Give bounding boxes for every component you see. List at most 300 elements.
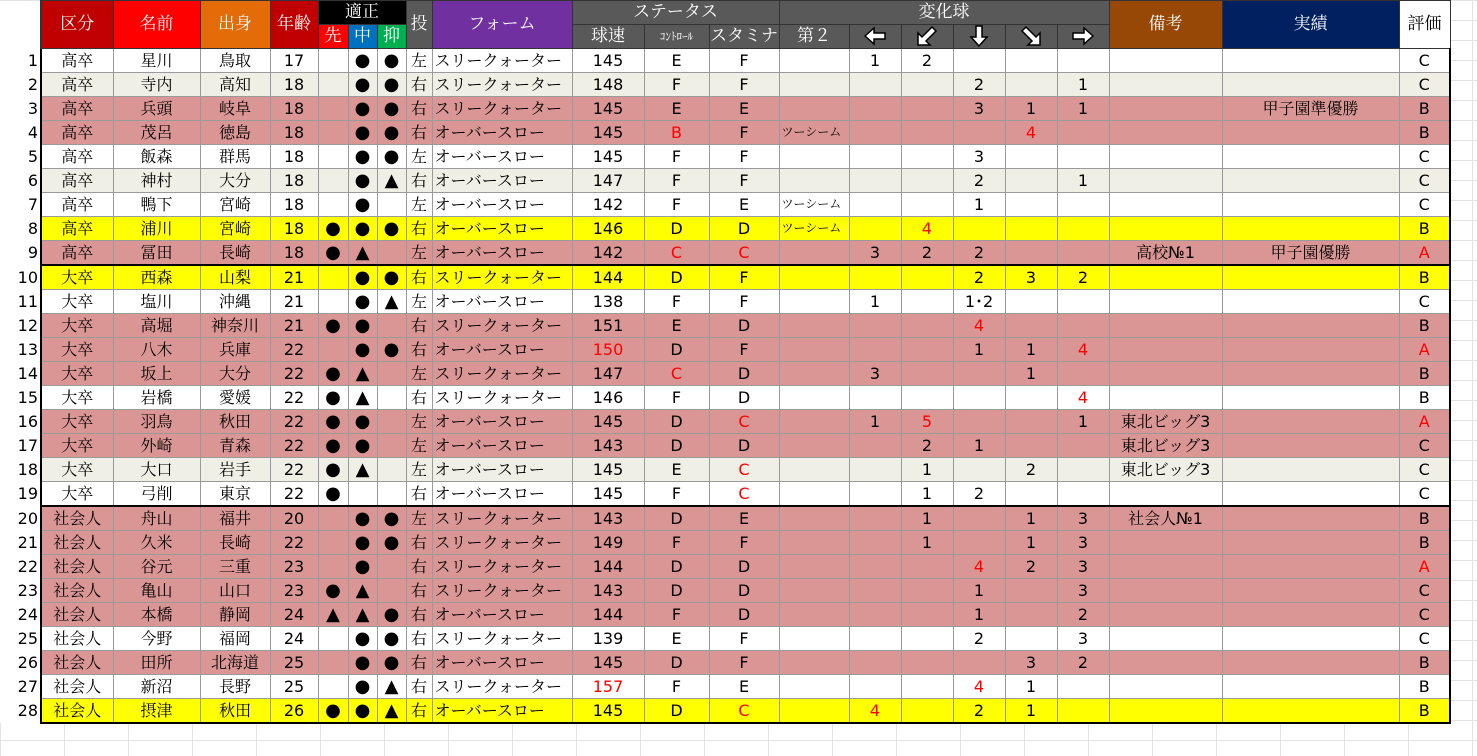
age-cell[interactable]: 18	[270, 217, 318, 241]
name-cell[interactable]: 新沼	[113, 675, 200, 699]
kubun-cell[interactable]: 大卒	[41, 410, 113, 434]
arrow-left-cell[interactable]	[849, 482, 901, 507]
naka-cell[interactable]: ●	[348, 506, 377, 531]
arrow-down-cell[interactable]	[953, 651, 1005, 675]
naka-cell[interactable]: ●	[348, 97, 377, 121]
row-number[interactable]: 16	[0, 410, 41, 434]
stamina-cell[interactable]: F	[709, 290, 779, 314]
arrow-down-left-cell[interactable]	[901, 290, 953, 314]
saki-cell[interactable]	[318, 651, 348, 675]
jisseki-cell[interactable]	[1222, 506, 1399, 531]
row-number[interactable]: 18	[0, 458, 41, 482]
hyoka-cell[interactable]: C	[1399, 603, 1450, 627]
arrow-left-cell[interactable]: 3	[849, 241, 901, 266]
biko-cell[interactable]	[1109, 531, 1222, 555]
dai2-cell[interactable]	[779, 627, 849, 651]
form-cell[interactable]: スリークォーター	[432, 555, 572, 579]
arrow-down-cell[interactable]: 1	[953, 579, 1005, 603]
saki-cell[interactable]: ●	[318, 362, 348, 386]
header-status[interactable]: ステータス	[572, 1, 779, 25]
kyusoku-cell[interactable]: 143	[572, 434, 644, 458]
arrow-down-left-cell[interactable]	[901, 362, 953, 386]
arrow-right-cell[interactable]	[1057, 49, 1109, 73]
arrow-left-cell[interactable]: 1	[849, 410, 901, 434]
kubun-cell[interactable]: 高卒	[41, 121, 113, 145]
header-arrow-right[interactable]	[1057, 25, 1109, 49]
arrow-down-cell[interactable]: 1	[953, 603, 1005, 627]
saki-cell[interactable]: ●	[318, 314, 348, 338]
osae-cell[interactable]	[377, 314, 406, 338]
naka-cell[interactable]: ●	[348, 145, 377, 169]
control-cell[interactable]: D	[644, 338, 709, 362]
jisseki-cell[interactable]	[1222, 434, 1399, 458]
naka-cell[interactable]: ●	[348, 217, 377, 241]
kyusoku-cell[interactable]: 144	[572, 555, 644, 579]
origin-cell[interactable]: 長崎	[200, 241, 270, 266]
arrow-down-cell[interactable]: 1･2	[953, 290, 1005, 314]
naka-cell[interactable]: ●	[348, 627, 377, 651]
arrow-down-left-cell[interactable]: 1	[901, 506, 953, 531]
arrow-down-cell[interactable]	[953, 506, 1005, 531]
jisseki-cell[interactable]	[1222, 169, 1399, 193]
form-cell[interactable]: オーバースロー	[432, 699, 572, 724]
jisseki-cell[interactable]	[1222, 73, 1399, 97]
arrow-left-cell[interactable]	[849, 217, 901, 241]
arrow-right-cell[interactable]	[1057, 193, 1109, 217]
hyoka-cell[interactable]: B	[1399, 651, 1450, 675]
age-cell[interactable]: 21	[270, 314, 318, 338]
saki-cell[interactable]	[318, 627, 348, 651]
biko-cell[interactable]	[1109, 603, 1222, 627]
osae-cell[interactable]: ●	[377, 73, 406, 97]
kyusoku-cell[interactable]: 146	[572, 217, 644, 241]
stamina-cell[interactable]: C	[709, 458, 779, 482]
name-cell[interactable]: 本橋	[113, 603, 200, 627]
naka-cell[interactable]: ●	[348, 675, 377, 699]
saki-cell[interactable]	[318, 49, 348, 73]
control-cell[interactable]: E	[644, 314, 709, 338]
naka-cell[interactable]: ●	[348, 410, 377, 434]
name-cell[interactable]: 坂上	[113, 362, 200, 386]
saki-cell[interactable]	[318, 73, 348, 97]
tou-cell[interactable]: 右	[406, 169, 432, 193]
kubun-cell[interactable]: 大卒	[41, 482, 113, 507]
dai2-cell[interactable]	[779, 49, 849, 73]
biko-cell[interactable]	[1109, 651, 1222, 675]
stamina-cell[interactable]: E	[709, 506, 779, 531]
kyusoku-cell[interactable]: 151	[572, 314, 644, 338]
tou-cell[interactable]: 左	[406, 49, 432, 73]
arrow-down-right-cell[interactable]	[1005, 49, 1057, 73]
arrow-right-cell[interactable]	[1057, 458, 1109, 482]
saki-cell[interactable]	[318, 145, 348, 169]
origin-cell[interactable]: 宮崎	[200, 193, 270, 217]
naka-cell[interactable]: ●	[348, 531, 377, 555]
saki-cell[interactable]: ●	[318, 241, 348, 266]
saki-cell[interactable]	[318, 675, 348, 699]
arrow-down-left-cell[interactable]: 2	[901, 434, 953, 458]
origin-cell[interactable]: 山口	[200, 579, 270, 603]
arrow-left-cell[interactable]	[849, 675, 901, 699]
arrow-right-cell[interactable]	[1057, 217, 1109, 241]
row-number[interactable]: 20	[0, 506, 41, 531]
jisseki-cell[interactable]	[1222, 651, 1399, 675]
dai2-cell[interactable]	[779, 73, 849, 97]
dai2-cell[interactable]	[779, 410, 849, 434]
naka-cell[interactable]: ●	[348, 193, 377, 217]
row-number[interactable]: 8	[0, 217, 41, 241]
origin-cell[interactable]: 山梨	[200, 265, 270, 290]
jisseki-cell[interactable]	[1222, 410, 1399, 434]
arrow-down-left-cell[interactable]	[901, 338, 953, 362]
arrow-down-cell[interactable]	[953, 386, 1005, 410]
form-cell[interactable]: スリークォーター	[432, 49, 572, 73]
origin-cell[interactable]: 北海道	[200, 651, 270, 675]
osae-cell[interactable]	[377, 386, 406, 410]
tou-cell[interactable]: 右	[406, 386, 432, 410]
osae-cell[interactable]	[377, 241, 406, 266]
control-cell[interactable]: D	[644, 217, 709, 241]
hyoka-cell[interactable]: B	[1399, 699, 1450, 724]
stamina-cell[interactable]: C	[709, 241, 779, 266]
control-cell[interactable]: F	[644, 675, 709, 699]
dai2-cell[interactable]	[779, 265, 849, 290]
row-number[interactable]: 17	[0, 434, 41, 458]
age-cell[interactable]: 21	[270, 265, 318, 290]
arrow-left-cell[interactable]: 1	[849, 290, 901, 314]
stamina-cell[interactable]: F	[709, 121, 779, 145]
biko-cell[interactable]	[1109, 386, 1222, 410]
age-cell[interactable]: 24	[270, 603, 318, 627]
origin-cell[interactable]: 青森	[200, 434, 270, 458]
form-cell[interactable]: オーバースロー	[432, 193, 572, 217]
arrow-down-cell[interactable]: 3	[953, 97, 1005, 121]
arrow-down-left-cell[interactable]	[901, 651, 953, 675]
age-cell[interactable]: 21	[270, 290, 318, 314]
kubun-cell[interactable]: 大卒	[41, 458, 113, 482]
arrow-down-right-cell[interactable]	[1005, 290, 1057, 314]
biko-cell[interactable]	[1109, 290, 1222, 314]
arrow-down-right-cell[interactable]	[1005, 314, 1057, 338]
age-cell[interactable]: 23	[270, 579, 318, 603]
naka-cell[interactable]: ●	[348, 555, 377, 579]
biko-cell[interactable]	[1109, 145, 1222, 169]
tou-cell[interactable]: 右	[406, 579, 432, 603]
arrow-right-cell[interactable]: 1	[1057, 410, 1109, 434]
origin-cell[interactable]: 岐阜	[200, 97, 270, 121]
row-number[interactable]: 14	[0, 362, 41, 386]
age-cell[interactable]: 18	[270, 121, 318, 145]
arrow-down-cell[interactable]	[953, 410, 1005, 434]
kubun-cell[interactable]: 社会人	[41, 579, 113, 603]
dai2-cell[interactable]	[779, 555, 849, 579]
arrow-down-right-cell[interactable]	[1005, 241, 1057, 266]
hyoka-cell[interactable]: C	[1399, 482, 1450, 507]
form-cell[interactable]: オーバースロー	[432, 145, 572, 169]
form-cell[interactable]: オーバースロー	[432, 290, 572, 314]
naka-cell[interactable]: ●	[348, 49, 377, 73]
stamina-cell[interactable]: F	[709, 338, 779, 362]
arrow-down-right-cell[interactable]	[1005, 145, 1057, 169]
tou-cell[interactable]: 右	[406, 531, 432, 555]
form-cell[interactable]: スリークォーター	[432, 579, 572, 603]
saki-cell[interactable]	[318, 555, 348, 579]
arrow-down-cell[interactable]: 2	[953, 482, 1005, 507]
arrow-down-left-cell[interactable]	[901, 386, 953, 410]
hyoka-cell[interactable]: A	[1399, 555, 1450, 579]
control-cell[interactable]: F	[644, 482, 709, 507]
dai2-cell[interactable]	[779, 482, 849, 507]
control-cell[interactable]: F	[644, 603, 709, 627]
arrow-down-left-cell[interactable]: 2	[901, 49, 953, 73]
row-number[interactable]: 24	[0, 603, 41, 627]
hyoka-cell[interactable]: A	[1399, 410, 1450, 434]
header-stamina[interactable]: スタミナ	[709, 25, 779, 49]
form-cell[interactable]: オーバースロー	[432, 121, 572, 145]
saki-cell[interactable]	[318, 531, 348, 555]
control-cell[interactable]: D	[644, 555, 709, 579]
arrow-down-right-cell[interactable]: 1	[1005, 506, 1057, 531]
tou-cell[interactable]: 右	[406, 699, 432, 724]
kyusoku-cell[interactable]: 150	[572, 338, 644, 362]
arrow-down-cell[interactable]: 1	[953, 193, 1005, 217]
name-cell[interactable]: 久米	[113, 531, 200, 555]
arrow-down-cell[interactable]: 2	[953, 265, 1005, 290]
kyusoku-cell[interactable]: 145	[572, 410, 644, 434]
osae-cell[interactable]	[377, 579, 406, 603]
age-cell[interactable]: 18	[270, 97, 318, 121]
arrow-left-cell[interactable]	[849, 145, 901, 169]
arrow-left-cell[interactable]: 3	[849, 362, 901, 386]
name-cell[interactable]: 冨田	[113, 241, 200, 266]
dai2-cell[interactable]	[779, 699, 849, 724]
arrow-right-cell[interactable]: 4	[1057, 338, 1109, 362]
row-number[interactable]: 6	[0, 169, 41, 193]
stamina-cell[interactable]: E	[709, 675, 779, 699]
arrow-down-left-cell[interactable]	[901, 97, 953, 121]
osae-cell[interactable]: ●	[377, 97, 406, 121]
naka-cell[interactable]: ●	[348, 73, 377, 97]
arrow-left-cell[interactable]: 4	[849, 699, 901, 724]
origin-cell[interactable]: 秋田	[200, 410, 270, 434]
arrow-down-cell[interactable]	[953, 49, 1005, 73]
osae-cell[interactable]: ●	[377, 265, 406, 290]
row-number[interactable]: 11	[0, 290, 41, 314]
tou-cell[interactable]: 左	[406, 434, 432, 458]
osae-cell[interactable]: ●	[377, 627, 406, 651]
arrow-down-left-cell[interactable]	[901, 555, 953, 579]
osae-cell[interactable]	[377, 193, 406, 217]
kyusoku-cell[interactable]: 149	[572, 531, 644, 555]
form-cell[interactable]: スリークォーター	[432, 314, 572, 338]
osae-cell[interactable]	[377, 458, 406, 482]
form-cell[interactable]: オーバースロー	[432, 434, 572, 458]
origin-cell[interactable]: 長野	[200, 675, 270, 699]
arrow-down-left-cell[interactable]: 1	[901, 458, 953, 482]
saki-cell[interactable]: ●	[318, 217, 348, 241]
kubun-cell[interactable]: 社会人	[41, 627, 113, 651]
kubun-cell[interactable]: 高卒	[41, 145, 113, 169]
control-cell[interactable]: D	[644, 699, 709, 724]
form-cell[interactable]: スリークォーター	[432, 627, 572, 651]
hyoka-cell[interactable]: C	[1399, 73, 1450, 97]
jisseki-cell[interactable]	[1222, 627, 1399, 651]
form-cell[interactable]: スリークォーター	[432, 73, 572, 97]
arrow-left-cell[interactable]	[849, 73, 901, 97]
naka-cell[interactable]	[348, 482, 377, 507]
biko-cell[interactable]	[1109, 265, 1222, 290]
hyoka-cell[interactable]: B	[1399, 675, 1450, 699]
jisseki-cell[interactable]	[1222, 531, 1399, 555]
kubun-cell[interactable]: 社会人	[41, 699, 113, 724]
stamina-cell[interactable]: F	[709, 145, 779, 169]
stamina-cell[interactable]: F	[709, 73, 779, 97]
row-number[interactable]: 15	[0, 386, 41, 410]
naka-cell[interactable]: ●	[348, 314, 377, 338]
arrow-down-left-cell[interactable]: 5	[901, 410, 953, 434]
kubun-cell[interactable]: 大卒	[41, 434, 113, 458]
arrow-left-cell[interactable]	[849, 603, 901, 627]
name-cell[interactable]: 星川	[113, 49, 200, 73]
dai2-cell[interactable]	[779, 241, 849, 266]
dai2-cell[interactable]	[779, 338, 849, 362]
hyoka-cell[interactable]: B	[1399, 386, 1450, 410]
biko-cell[interactable]	[1109, 169, 1222, 193]
saki-cell[interactable]: ●	[318, 410, 348, 434]
biko-cell[interactable]	[1109, 627, 1222, 651]
form-cell[interactable]: スリークォーター	[432, 362, 572, 386]
arrow-right-cell[interactable]	[1057, 675, 1109, 699]
name-cell[interactable]: 兵頭	[113, 97, 200, 121]
kyusoku-cell[interactable]: 145	[572, 97, 644, 121]
stamina-cell[interactable]: C	[709, 699, 779, 724]
hyoka-cell[interactable]: B	[1399, 531, 1450, 555]
row-number[interactable]: 12	[0, 314, 41, 338]
tou-cell[interactable]: 左	[406, 362, 432, 386]
stamina-cell[interactable]: F	[709, 265, 779, 290]
saki-cell[interactable]	[318, 338, 348, 362]
naka-cell[interactable]: ●	[348, 338, 377, 362]
control-cell[interactable]: E	[644, 97, 709, 121]
stamina-cell[interactable]: D	[709, 362, 779, 386]
row-number[interactable]: 13	[0, 338, 41, 362]
age-cell[interactable]: 22	[270, 338, 318, 362]
arrow-left-cell[interactable]	[849, 169, 901, 193]
naka-cell[interactable]: ●	[348, 699, 377, 724]
arrow-right-cell[interactable]	[1057, 121, 1109, 145]
kubun-cell[interactable]: 大卒	[41, 290, 113, 314]
row-number[interactable]: 2	[0, 73, 41, 97]
form-cell[interactable]: オーバースロー	[432, 217, 572, 241]
row-number[interactable]: 19	[0, 482, 41, 507]
age-cell[interactable]: 18	[270, 73, 318, 97]
dai2-cell[interactable]	[779, 531, 849, 555]
arrow-right-cell[interactable]	[1057, 241, 1109, 266]
tou-cell[interactable]: 右	[406, 73, 432, 97]
header-kubun[interactable]: 区分	[41, 1, 113, 49]
saki-cell[interactable]	[318, 97, 348, 121]
biko-cell[interactable]: 高校№1	[1109, 241, 1222, 266]
jisseki-cell[interactable]	[1222, 290, 1399, 314]
form-cell[interactable]: スリークォーター	[432, 675, 572, 699]
biko-cell[interactable]	[1109, 699, 1222, 724]
jisseki-cell[interactable]	[1222, 145, 1399, 169]
arrow-left-cell[interactable]	[849, 338, 901, 362]
name-cell[interactable]: 亀山	[113, 579, 200, 603]
age-cell[interactable]: 23	[270, 555, 318, 579]
kubun-cell[interactable]: 高卒	[41, 73, 113, 97]
arrow-down-right-cell[interactable]: 1	[1005, 675, 1057, 699]
header-tou[interactable]: 投	[406, 1, 432, 49]
name-cell[interactable]: 鴨下	[113, 193, 200, 217]
jisseki-cell[interactable]	[1222, 362, 1399, 386]
stamina-cell[interactable]: D	[709, 434, 779, 458]
arrow-down-cell[interactable]	[953, 531, 1005, 555]
hyoka-cell[interactable]: C	[1399, 290, 1450, 314]
kyusoku-cell[interactable]: 145	[572, 651, 644, 675]
origin-cell[interactable]: 岩手	[200, 458, 270, 482]
jisseki-cell[interactable]	[1222, 217, 1399, 241]
biko-cell[interactable]	[1109, 555, 1222, 579]
arrow-right-cell[interactable]	[1057, 314, 1109, 338]
kubun-cell[interactable]: 大卒	[41, 362, 113, 386]
header-control[interactable]: ｺﾝﾄﾛｰﾙ	[644, 25, 709, 49]
kubun-cell[interactable]: 大卒	[41, 265, 113, 290]
kyusoku-cell[interactable]: 145	[572, 121, 644, 145]
arrow-down-left-cell[interactable]	[901, 121, 953, 145]
biko-cell[interactable]	[1109, 314, 1222, 338]
arrow-right-cell[interactable]	[1057, 699, 1109, 724]
name-cell[interactable]: 浦川	[113, 217, 200, 241]
naka-cell[interactable]: ▲	[348, 579, 377, 603]
biko-cell[interactable]: 東北ビッグ3	[1109, 458, 1222, 482]
form-cell[interactable]: オーバースロー	[432, 603, 572, 627]
naka-cell[interactable]: ▲	[348, 386, 377, 410]
arrow-right-cell[interactable]	[1057, 434, 1109, 458]
age-cell[interactable]: 22	[270, 410, 318, 434]
dai2-cell[interactable]	[779, 290, 849, 314]
tou-cell[interactable]: 右	[406, 675, 432, 699]
header-biko[interactable]: 備考	[1109, 1, 1222, 49]
origin-cell[interactable]: 群馬	[200, 145, 270, 169]
age-cell[interactable]: 22	[270, 386, 318, 410]
naka-cell[interactable]: ▲	[348, 362, 377, 386]
biko-cell[interactable]: 社会人№1	[1109, 506, 1222, 531]
arrow-down-right-cell[interactable]: 1	[1005, 338, 1057, 362]
hyoka-cell[interactable]: C	[1399, 49, 1450, 73]
origin-cell[interactable]: 大分	[200, 362, 270, 386]
dai2-cell[interactable]: ツーシーム	[779, 217, 849, 241]
form-cell[interactable]: スリークォーター	[432, 506, 572, 531]
form-cell[interactable]: スリークォーター	[432, 97, 572, 121]
arrow-down-right-cell[interactable]	[1005, 627, 1057, 651]
saki-cell[interactable]	[318, 506, 348, 531]
biko-cell[interactable]	[1109, 49, 1222, 73]
tou-cell[interactable]: 左	[406, 193, 432, 217]
arrow-left-cell[interactable]	[849, 97, 901, 121]
origin-cell[interactable]: 高知	[200, 73, 270, 97]
name-cell[interactable]: 八木	[113, 338, 200, 362]
arrow-down-left-cell[interactable]	[901, 627, 953, 651]
saki-cell[interactable]	[318, 265, 348, 290]
kubun-cell[interactable]: 大卒	[41, 338, 113, 362]
kyusoku-cell[interactable]: 142	[572, 241, 644, 266]
stamina-cell[interactable]: D	[709, 579, 779, 603]
arrow-down-left-cell[interactable]	[901, 314, 953, 338]
kyusoku-cell[interactable]: 145	[572, 699, 644, 724]
header-henka[interactable]: 変化球	[779, 1, 1109, 25]
naka-cell[interactable]: ●	[348, 290, 377, 314]
